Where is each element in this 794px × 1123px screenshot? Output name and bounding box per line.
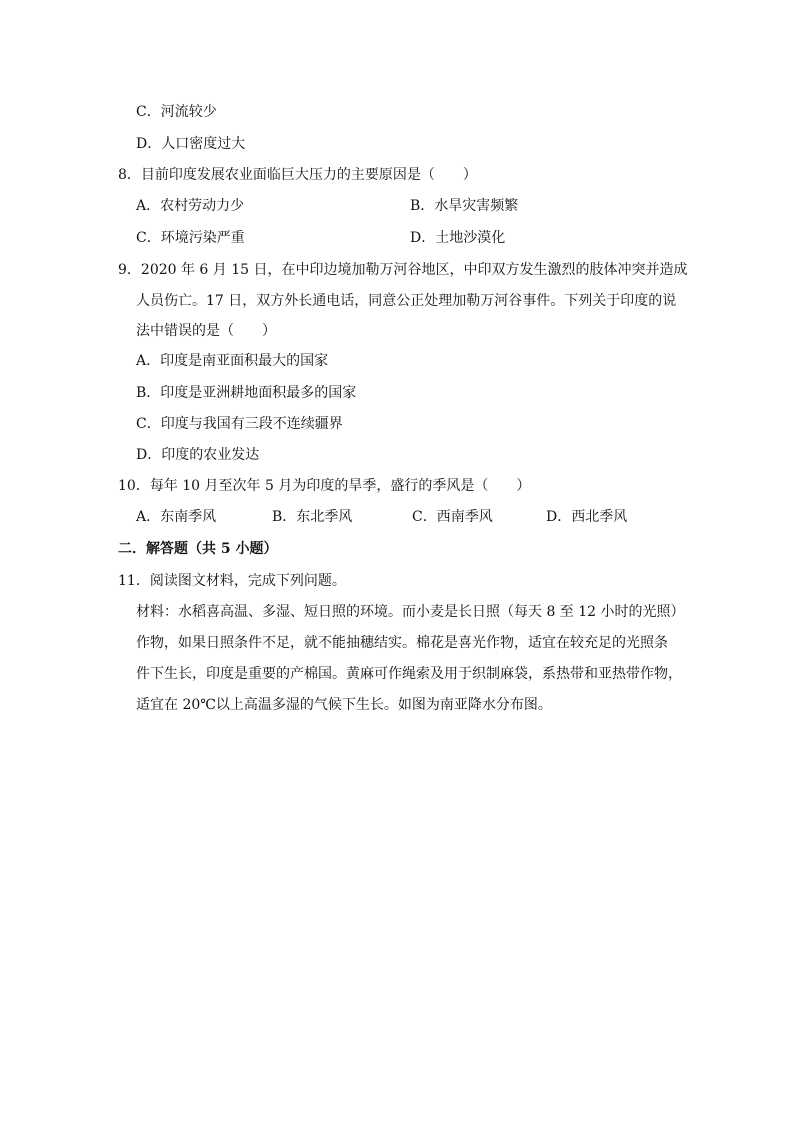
- q8-option-c: C．环境污染严重: [136, 230, 245, 246]
- q10-stem: 10．每年 10 月至次年 5 月为印度的旱季，盛行的季风是（ ）: [118, 478, 531, 494]
- q9-option-d: D．印度的农业发达: [136, 447, 260, 463]
- section-heading-answer-questions: 二．解答题（共 5 小题）: [118, 541, 278, 557]
- q11-stem: 11．阅读图文材料，完成下列问题。: [118, 573, 346, 589]
- q11-material-line-4: 适宜在 20℃以上高温多湿的气候下生长。如图为南亚降水分布图。: [136, 697, 552, 713]
- q8-option-a: A．农村劳动力少: [136, 198, 245, 214]
- q9-stem-line-3: 法中错误的是（ ）: [136, 323, 276, 339]
- q9-stem-line-1: 9．2020 年 6 月 15 日，在中印边境加勒万河谷地区，中印双方发生激烈的肢体冲突并造成: [118, 262, 688, 278]
- q7-option-d: D．人口密度过大: [136, 136, 246, 152]
- q9-stem-line-2: 人员伤亡。17 日，双方外长通电话，同意公正处理加勒万河谷事件。下列关于印度的说: [136, 293, 677, 309]
- q7-option-c: C．河流较少: [136, 104, 217, 120]
- q11-material-line-1: 材料：水稻喜高温、多湿、短日照的环境。而小麦是长日照（每天 8 至 12 小时的光照）: [136, 604, 685, 620]
- q10-option-c: C．西南季风: [412, 509, 493, 525]
- q9-option-b: B．印度是亚洲耕地面积最多的国家: [136, 385, 357, 401]
- q11-material-line-3: 件下生长，印度是重要的产棉国。黄麻可作绳索及用于织制麻袋，系热带和亚热带作物，: [136, 666, 682, 682]
- q8-option-b: B．水旱灾害频繁: [410, 198, 519, 214]
- q11-material-line-2: 作物，如果日照条件不足，就不能抽穗结实。棉花是喜光作物，适宜在较充足的光照条: [136, 635, 668, 651]
- q9-option-a: A．印度是南亚面积最大的国家: [136, 353, 329, 369]
- q10-option-a: A．东南季风: [136, 509, 217, 525]
- q9-option-c: C．印度与我国有三段不连续疆界: [136, 416, 343, 432]
- q10-option-d: D．西北季风: [546, 509, 628, 525]
- q10-option-b: B．东北季风: [272, 509, 353, 525]
- q8-option-d: D．土地沙漠化: [410, 230, 506, 246]
- q8-stem: 8．目前印度发展农业面临巨大压力的主要原因是（ ）: [118, 167, 477, 183]
